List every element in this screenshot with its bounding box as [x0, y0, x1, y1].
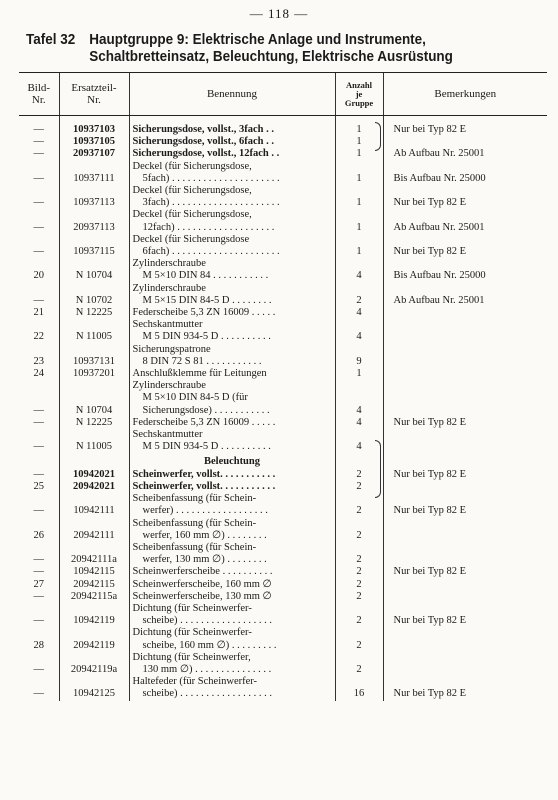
table-row	[19, 603, 547, 627]
page-number: — 118 —	[249, 6, 309, 21]
benennung-cell	[129, 469, 335, 481]
col-header-benennung: Benennung	[129, 73, 335, 116]
bemerkung: Ab Aufbau Nr. 25001	[383, 209, 547, 233]
bemerkung: Ab Aufbau Nr. 25001	[383, 148, 547, 160]
benennung-cell	[129, 148, 335, 160]
table-row	[19, 258, 547, 282]
bild-nr: —	[33, 221, 44, 233]
benennung-line: 8 DIN 72 S 81 . . . . . . . . . . .	[142, 355, 262, 367]
benennung-line: Sicherungsdose, vollst., 6fach . .	[132, 136, 274, 148]
bemerkung: Nur bei Typ 82 E	[383, 676, 547, 700]
bemerkung: Nur bei Typ 82 E	[383, 566, 547, 578]
bemerkung	[383, 368, 547, 380]
benennung-line: Scheinwerferscheibe . . . . . . . . . .	[132, 566, 273, 578]
heading-line-2: Schaltbretteinsatz, Beleuchtung, Elektrische Ausrüstung	[89, 49, 453, 65]
ersatzteil-nr: 10942111	[59, 493, 129, 517]
table-row	[19, 429, 547, 453]
bild-nr: —	[33, 136, 44, 148]
heading-line-1: Hauptgruppe 9: Elektrische Anlage und Instrumente,	[89, 32, 426, 48]
bild-nr: 23	[33, 355, 44, 367]
benennung-line: Scheibenfassung (für Schein-	[132, 493, 257, 505]
anzahl-je-gruppe: 2	[335, 469, 383, 481]
benennung-cell	[129, 676, 335, 700]
anzahl-je-gruppe: 1	[335, 161, 383, 185]
benennung-line: Zylinderschraube	[132, 258, 206, 270]
ersatzteil-nr: 10937201	[59, 368, 129, 380]
benennung-cell	[129, 429, 335, 453]
ersatzteil-nr: N 11005	[59, 429, 129, 453]
benennung-line: M 5×10 DIN 84-5 D (für	[142, 392, 248, 404]
anzahl-je-gruppe: 2	[335, 283, 383, 307]
bild-nr: —	[33, 615, 44, 627]
benennung-line: Dichtung (für Scheinwerfer-	[132, 602, 252, 614]
anzahl-je-gruppe: 2	[335, 591, 383, 603]
anzahl-je-gruppe: 1	[335, 209, 383, 233]
ersatzteil-nr: 20942111a	[59, 542, 129, 566]
bemerkung	[383, 307, 547, 319]
bild-nr: —	[33, 246, 44, 258]
benennung-line: Haltefeder (für Scheinwerfer-	[132, 676, 258, 688]
table-row	[19, 234, 547, 258]
benennung-cell	[129, 185, 335, 209]
benennung-cell	[129, 417, 335, 429]
anzahl-je-gruppe: 2	[335, 542, 383, 566]
bemerkung	[383, 542, 547, 566]
table-row	[19, 283, 547, 307]
bemerkung	[383, 627, 547, 651]
bemerkung	[383, 344, 547, 368]
ersatzteil-nr: N 10704	[59, 258, 129, 282]
bemerkung	[383, 652, 547, 676]
anzahl-je-gruppe: 2	[335, 481, 383, 493]
benennung-line: Deckel (für Sicherungsdose,	[132, 185, 252, 197]
benennung-cell	[129, 283, 335, 307]
bemerkung: Bis Aufbau Nr. 25000	[383, 161, 547, 185]
table-row	[19, 676, 547, 700]
bemerkung: Nur bei Typ 82 E	[383, 469, 547, 481]
bild-nr: 26	[33, 529, 44, 541]
benennung-line: Sicherungsdose) . . . . . . . . . . .	[142, 404, 270, 416]
table-row	[19, 380, 547, 417]
bild-nr: 21	[33, 307, 44, 319]
anzahl-je-gruppe: 4	[335, 307, 383, 319]
anzahl-je-gruppe: 2	[335, 627, 383, 651]
bild-nr: —	[33, 294, 44, 306]
benennung-cell	[129, 566, 335, 578]
bild-nr: —	[33, 124, 44, 135]
ersatzteil-nr: 10942119	[59, 603, 129, 627]
bemerkung	[383, 429, 547, 453]
benennung-line: werfer, 160 mm ∅) . . . . . . . .	[142, 529, 267, 541]
bild-nr: —	[33, 590, 44, 602]
benennung-line: Zylinderschraube	[132, 282, 206, 294]
bemerkung	[383, 136, 547, 148]
benennung-line: Sicherungspatrone	[132, 343, 211, 355]
anzahl-je-gruppe: 2	[335, 603, 383, 627]
anzahl-je-gruppe: 4	[335, 429, 383, 453]
bild-nr: 22	[33, 331, 44, 343]
table-row	[19, 307, 547, 319]
ersatzteil-nr: 20942115a	[59, 591, 129, 603]
benennung-line: Dichtung (für Scheinwerfer-	[132, 627, 252, 639]
ersatzteil-nr: 10937105	[59, 136, 129, 148]
bild-nr: —	[33, 441, 44, 453]
section-heading: Beleuchtung	[129, 453, 335, 468]
parts-table	[19, 72, 547, 701]
anzahl-je-gruppe: 1	[335, 185, 383, 209]
table-row	[19, 148, 547, 160]
benennung-line: scheibe, 160 mm ∅) . . . . . . . . .	[142, 639, 277, 651]
col-header-anzahl: Anzahl je Gruppe	[335, 73, 383, 116]
benennung-line: 130 mm ∅) . . . . . . . . . . . . . . .	[142, 663, 272, 675]
benennung-cell	[129, 234, 335, 258]
benennung-line: M 5 DIN 934-5 D . . . . . . . . . .	[142, 331, 271, 343]
benennung-cell	[129, 481, 335, 493]
ersatzteil-nr: 20942111	[59, 518, 129, 542]
benennung-cell	[129, 652, 335, 676]
bild-nr: —	[33, 148, 44, 160]
anzahl-je-gruppe: 4	[335, 319, 383, 343]
bemerkung	[383, 591, 547, 603]
benennung-line: Federscheibe 5,3 ZN 16009 . . . . .	[132, 307, 276, 319]
table-header-row	[19, 73, 547, 116]
ersatzteil-nr: N 10702	[59, 283, 129, 307]
table-row	[19, 652, 547, 676]
anzahl-je-gruppe: 16	[335, 676, 383, 700]
benennung-line: Dichtung (für Scheinwerfer,	[132, 651, 251, 663]
anzahl-je-gruppe: 1	[335, 368, 383, 380]
benennung-cell	[129, 307, 335, 319]
anzahl-je-gruppe: 1	[335, 124, 383, 136]
bild-nr: —	[33, 505, 44, 517]
anzahl-je-gruppe: 2	[335, 652, 383, 676]
bild-nr: —	[33, 416, 44, 428]
ersatzteil-nr: N 10704	[59, 380, 129, 417]
benennung-cell	[129, 627, 335, 651]
table-row	[19, 368, 547, 380]
brace-rows-14-16	[375, 440, 381, 498]
benennung-cell	[129, 136, 335, 148]
col-header-ersatzteil: Ersatzteil- Nr.	[59, 73, 129, 116]
table-row	[19, 161, 547, 185]
benennung-line: Sechskantmutter	[132, 319, 203, 331]
anzahl-je-gruppe: 4	[335, 380, 383, 417]
ersatzteil-nr: 20942115	[59, 579, 129, 591]
ersatzteil-nr: 10942115	[59, 566, 129, 578]
benennung-line: 5fach) . . . . . . . . . . . . . . . . . . . . .	[142, 172, 280, 184]
benennung-line: Deckel (für Sicherungsdose,	[132, 160, 252, 172]
benennung-line: werfer) . . . . . . . . . . . . . . . . . .	[142, 505, 268, 517]
table-row	[19, 417, 547, 429]
ersatzteil-nr: 10942125	[59, 676, 129, 700]
ersatzteil-nr: 10937103	[59, 124, 129, 136]
benennung-cell	[129, 591, 335, 603]
page-heading	[26, 32, 510, 66]
benennung-cell	[129, 319, 335, 343]
brace-rows-1-2	[375, 122, 381, 151]
table-row	[19, 518, 547, 542]
section-heading-row	[19, 453, 547, 468]
benennung-cell	[129, 209, 335, 233]
ersatzteil-nr: N 12225	[59, 307, 129, 319]
bild-nr: 24	[33, 368, 44, 380]
benennung-cell	[129, 368, 335, 380]
benennung-line: Zylinderschraube	[132, 380, 206, 392]
table-row	[19, 209, 547, 233]
anzahl-je-gruppe: 1	[335, 136, 383, 148]
benennung-cell	[129, 542, 335, 566]
bemerkung	[383, 518, 547, 542]
bemerkung: Nur bei Typ 82 E	[383, 124, 547, 136]
benennung-line: Scheinwerferscheibe, 130 mm ∅	[132, 590, 272, 602]
table-row	[19, 344, 547, 368]
bild-nr: —	[33, 554, 44, 566]
anzahl-je-gruppe: 1	[335, 148, 383, 160]
bemerkung	[383, 481, 547, 493]
benennung-line: scheibe) . . . . . . . . . . . . . . . . . .	[142, 615, 272, 627]
table-row	[19, 469, 547, 481]
bild-nr: —	[33, 197, 44, 209]
benennung-cell	[129, 124, 335, 136]
benennung-line: M 5 DIN 934-5 D . . . . . . . . . .	[142, 441, 271, 453]
ersatzteil-nr: 20942119	[59, 627, 129, 651]
bemerkung: Nur bei Typ 82 E	[383, 185, 547, 209]
bemerkung: Nur bei Typ 82 E	[383, 234, 547, 258]
bemerkung: Nur bei Typ 82 E	[383, 417, 547, 429]
benennung-line: Deckel (für Sicherungsdose,	[132, 209, 252, 221]
table-row	[19, 579, 547, 591]
benennung-line: Sicherungsdose, vollst., 3fach . .	[132, 124, 274, 135]
benennung-line: Anschlußklemme für Leitungen	[132, 368, 267, 380]
benennung-cell	[129, 380, 335, 417]
table-row	[19, 124, 547, 136]
benennung-line: Scheibenfassung (für Schein-	[132, 541, 257, 553]
bild-nr: —	[33, 404, 44, 416]
table-row	[19, 627, 547, 651]
benennung-line: werfer, 130 mm ∅) . . . . . . . .	[142, 554, 267, 566]
bild-nr: 25	[33, 480, 44, 492]
benennung-line: 3fach) . . . . . . . . . . . . . . . . . . . . .	[142, 197, 280, 209]
benennung-line: Scheinwerfer, vollst. . . . . . . . . . .	[132, 468, 276, 480]
benennung-cell	[129, 493, 335, 517]
col-header-bild: Bild- Nr.	[19, 73, 59, 116]
anzahl-je-gruppe: 1	[335, 234, 383, 258]
benennung-cell	[129, 344, 335, 368]
table-row	[19, 319, 547, 343]
benennung-cell	[129, 161, 335, 185]
anzahl-je-gruppe: 9	[335, 344, 383, 368]
bild-nr: 20	[33, 270, 44, 282]
bild-nr: —	[33, 468, 44, 480]
benennung-line: M 5×10 DIN 84 . . . . . . . . . . .	[142, 270, 269, 282]
benennung-line: Sicherungsdose, vollst., 12fach . .	[132, 148, 280, 160]
benennung-line: Scheinwerfer, vollst. . . . . . . . . . .	[132, 480, 276, 492]
bemerkung: Nur bei Typ 82 E	[383, 493, 547, 517]
bemerkung: Ab Aufbau Nr. 25001	[383, 283, 547, 307]
table-row	[19, 136, 547, 148]
ersatzteil-nr: N 12225	[59, 417, 129, 429]
table-row	[19, 185, 547, 209]
table-row	[19, 591, 547, 603]
bemerkung	[383, 319, 547, 343]
benennung-cell	[129, 258, 335, 282]
ersatzteil-nr: 10942021	[59, 469, 129, 481]
table-row	[19, 542, 547, 566]
ersatzteil-nr: 20942021	[59, 481, 129, 493]
bemerkung: Bis Aufbau Nr. 25000	[383, 258, 547, 282]
anzahl-je-gruppe: 2	[335, 518, 383, 542]
anzahl-je-gruppe: 2	[335, 579, 383, 591]
anzahl-je-gruppe: 4	[335, 417, 383, 429]
benennung-line: M 5×15 DIN 84-5 D . . . . . . . .	[142, 294, 272, 306]
bild-nr: —	[33, 663, 44, 675]
bild-nr: —	[33, 566, 44, 578]
benennung-line: 6fach) . . . . . . . . . . . . . . . . . . . . .	[142, 246, 280, 258]
bild-nr: 28	[33, 639, 44, 651]
benennung-cell	[129, 518, 335, 542]
table-row	[19, 493, 547, 517]
benennung-line: Deckel (für Sicherungsdose	[132, 233, 250, 245]
anzahl-je-gruppe: 2	[335, 566, 383, 578]
benennung-line: Federscheibe 5,3 ZN 16009 . . . . .	[132, 416, 276, 428]
bild-nr: —	[33, 172, 44, 184]
benennung-line: Sechskantmutter	[132, 429, 203, 441]
ersatzteil-nr: N 11005	[59, 319, 129, 343]
ersatzteil-nr: 10937131	[59, 344, 129, 368]
ersatzteil-nr: 20942119a	[59, 652, 129, 676]
anzahl-je-gruppe: 4	[335, 258, 383, 282]
bemerkung	[383, 579, 547, 591]
benennung-cell	[129, 603, 335, 627]
ersatzteil-nr: 10937111	[59, 161, 129, 185]
table-row	[19, 481, 547, 493]
table-body	[19, 116, 547, 701]
bemerkung: Nur bei Typ 82 E	[383, 603, 547, 627]
benennung-line: Scheinwerferscheibe, 160 mm ∅	[132, 578, 272, 590]
benennung-line: 12fach) . . . . . . . . . . . . . . . . . . .	[142, 221, 275, 233]
col-header-bemerkungen: Bemerkungen	[383, 73, 547, 116]
anzahl-je-gruppe: 2	[335, 493, 383, 517]
benennung-cell	[129, 579, 335, 591]
bild-nr: 27	[33, 578, 44, 590]
benennung-line: Scheibenfassung (für Schein-	[132, 517, 257, 529]
tafel-label: Tafel 32	[26, 32, 76, 48]
ersatzteil-nr: 20937113	[59, 209, 129, 233]
table-row	[19, 566, 547, 578]
ersatzteil-nr: 10937115	[59, 234, 129, 258]
benennung-line: scheibe) . . . . . . . . . . . . . . . . . .	[142, 688, 272, 700]
bemerkung	[383, 380, 547, 417]
ersatzteil-nr: 10937113	[59, 185, 129, 209]
bild-nr: —	[33, 688, 44, 700]
ersatzteil-nr: 20937107	[59, 148, 129, 160]
